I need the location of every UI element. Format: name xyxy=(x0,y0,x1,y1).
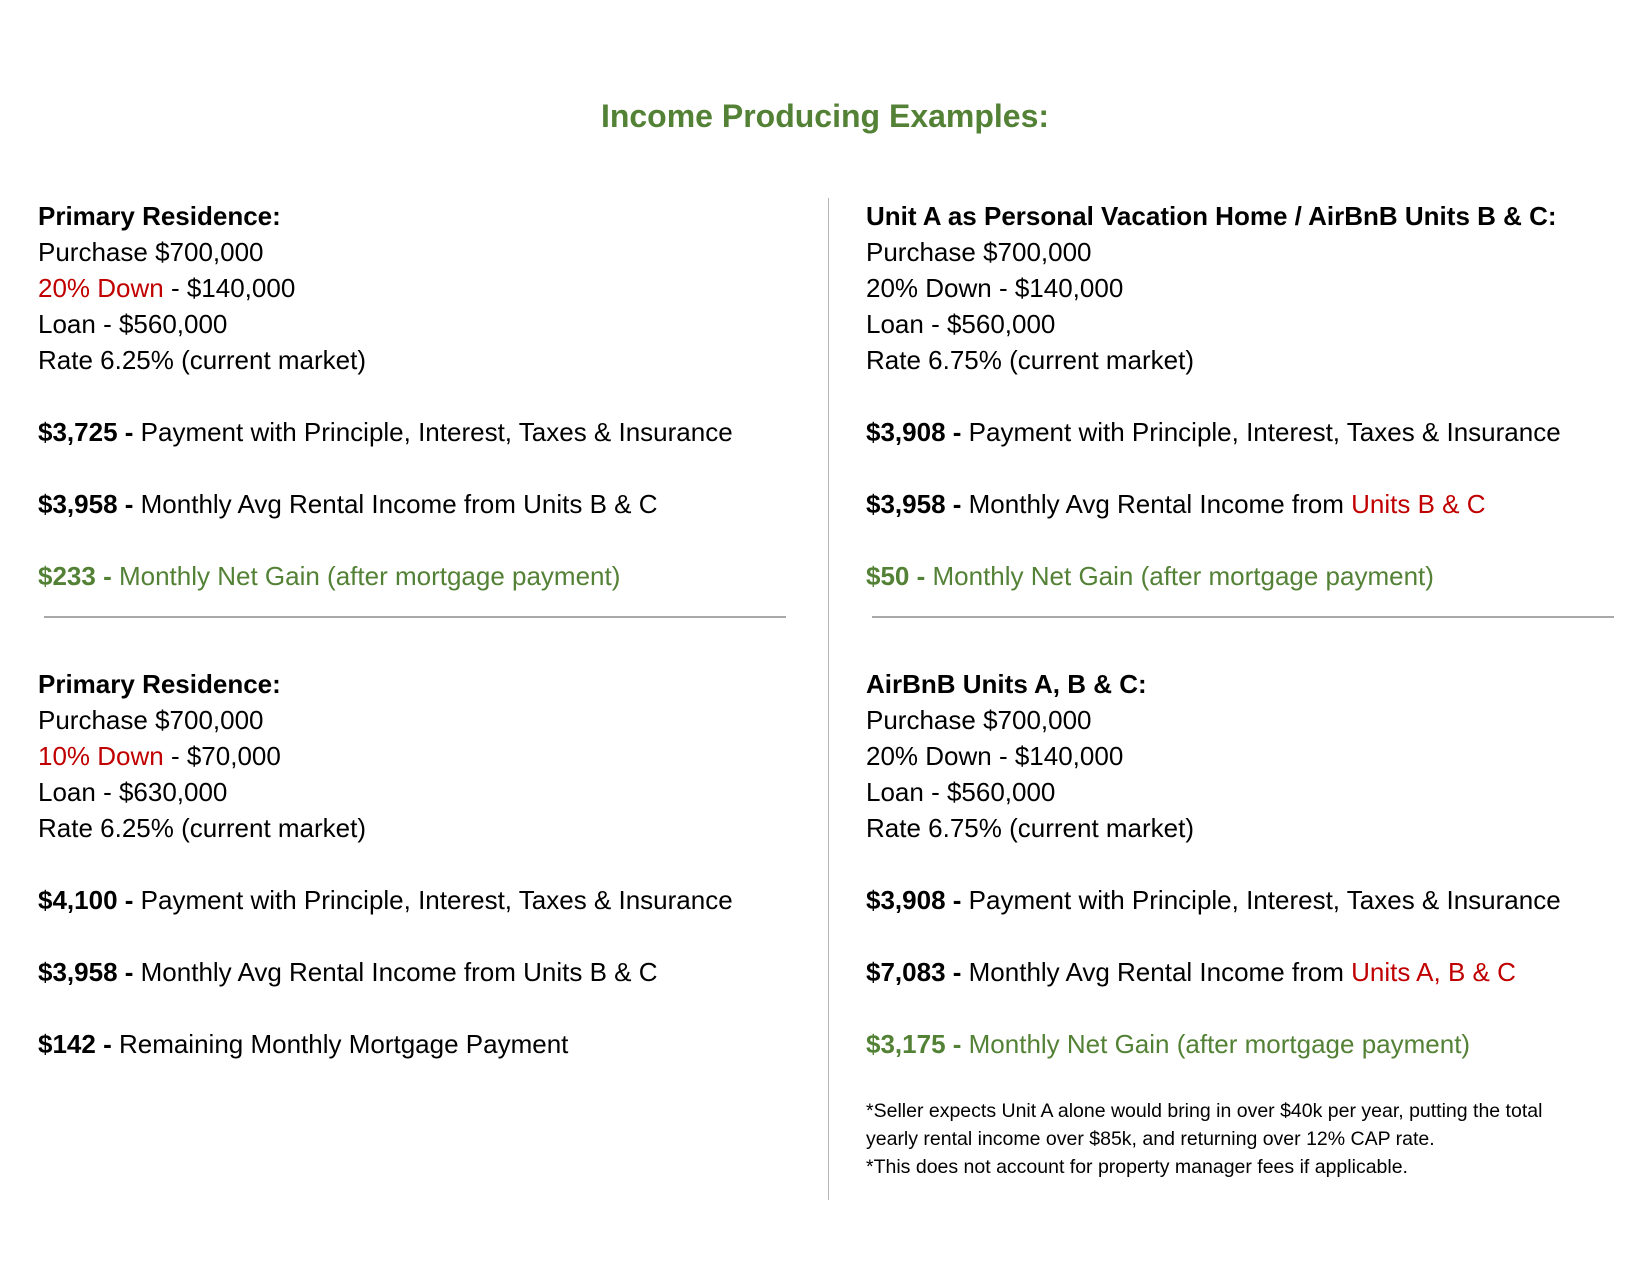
block-heading: Primary Residence: xyxy=(38,669,281,699)
rental-text: Monthly Avg Rental Income from xyxy=(968,489,1352,519)
payment-amount: $3,725 - xyxy=(38,417,141,447)
loan-line: Loan - $560,000 xyxy=(866,777,1056,807)
down-percent-label: 10% Down xyxy=(38,741,164,771)
payment-amount: $3,908 - xyxy=(866,417,969,447)
remaining-amount: $142 - xyxy=(38,1029,119,1059)
payment-amount: $4,100 - xyxy=(38,885,141,915)
net-text: Monthly Net Gain (after mortgage payment) xyxy=(968,1029,1471,1059)
loan-line: Loan - $630,000 xyxy=(38,777,228,807)
net-text: Monthly Net Gain (after mortgage payment) xyxy=(932,561,1434,591)
payment-text: Payment with Principle, Interest, Taxes & Insurance xyxy=(140,885,733,915)
rental-amount: $3,958 - xyxy=(866,489,969,519)
rate-line: Rate 6.75% (current market) xyxy=(866,813,1195,843)
rate-line: Rate 6.25% (current market) xyxy=(38,813,367,843)
rental-text: Monthly Avg Rental Income from Units B & C xyxy=(140,957,658,987)
footnote-line: *This does not account for property manager fees if applicable. xyxy=(866,1156,1408,1178)
payment-line xyxy=(38,414,838,450)
net-amount: $50 - xyxy=(866,561,933,591)
net-gain-line xyxy=(866,558,1650,594)
rate-line: Rate 6.75% (current market) xyxy=(866,345,1195,375)
example-bottom-right xyxy=(866,666,1650,1062)
remaining-text: Remaining Monthly Mortgage Payment xyxy=(118,1029,569,1059)
footnote-line: *Seller expects Unit A alone would bring in over $40k per year, putting the total xyxy=(866,1100,1543,1122)
down-percent-label: 20% Down xyxy=(38,273,164,303)
example-top-left xyxy=(38,198,838,594)
payment-text: Payment with Principle, Interest, Taxes & Insurance xyxy=(140,417,733,447)
footnote-line: yearly rental income over $85k, and returning over 12% CAP rate. xyxy=(866,1128,1435,1150)
loan-line: Loan - $560,000 xyxy=(866,309,1056,339)
payment-text: Payment with Principle, Interest, Taxes & Insurance xyxy=(968,417,1561,447)
net-gain-line xyxy=(38,558,838,594)
remaining-payment-line xyxy=(38,1026,838,1062)
purchase-line: Purchase $700,000 xyxy=(38,705,264,735)
rental-amount: $7,083 - xyxy=(866,957,969,987)
horizontal-divider-right xyxy=(872,616,1614,618)
rental-income-line xyxy=(866,486,1650,522)
rental-units: Units B & C xyxy=(1351,489,1486,519)
example-bottom-left xyxy=(38,666,838,1062)
down-payment-line xyxy=(38,738,838,774)
net-text: Monthly Net Gain (after mortgage payment) xyxy=(118,561,621,591)
footnotes xyxy=(866,1097,1616,1181)
rate-line: Rate 6.25% (current market) xyxy=(38,345,367,375)
down-payment-line: 20% Down - $140,000 xyxy=(866,741,1124,771)
payment-line xyxy=(866,414,1650,450)
horizontal-divider-left xyxy=(44,616,786,618)
payment-text: Payment with Principle, Interest, Taxes & Insurance xyxy=(968,885,1561,915)
purchase-line: Purchase $700,000 xyxy=(866,705,1092,735)
payment-amount: $3,908 - xyxy=(866,885,969,915)
payment-line xyxy=(38,882,838,918)
rental-amount: $3,958 - xyxy=(38,957,141,987)
down-amount: - $140,000 xyxy=(163,273,296,303)
net-amount: $233 - xyxy=(38,561,119,591)
down-payment-line xyxy=(38,270,838,306)
rental-text: Monthly Avg Rental Income from Units B & C xyxy=(140,489,658,519)
rental-units: Units A, B & C xyxy=(1351,957,1516,987)
page-title: Income Producing Examples: xyxy=(600,98,1050,134)
purchase-line: Purchase $700,000 xyxy=(38,237,264,267)
rental-income-line xyxy=(866,954,1650,990)
down-amount: - $70,000 xyxy=(163,741,281,771)
block-heading: Primary Residence: xyxy=(38,201,281,231)
payment-line xyxy=(866,882,1650,918)
rental-income-line xyxy=(38,954,838,990)
example-top-right xyxy=(866,198,1650,594)
rental-income-line xyxy=(38,486,838,522)
down-payment-line: 20% Down - $140,000 xyxy=(866,273,1124,303)
rental-amount: $3,958 - xyxy=(38,489,141,519)
net-amount: $3,175 - xyxy=(866,1029,969,1059)
block-heading: AirBnB Units A, B & C: xyxy=(866,669,1147,699)
block-heading: Unit A as Personal Vacation Home / AirBnB Units B & C: xyxy=(866,201,1557,231)
loan-line: Loan - $560,000 xyxy=(38,309,228,339)
purchase-line: Purchase $700,000 xyxy=(866,237,1092,267)
net-gain-line xyxy=(866,1026,1650,1062)
rental-text: Monthly Avg Rental Income from xyxy=(968,957,1352,987)
